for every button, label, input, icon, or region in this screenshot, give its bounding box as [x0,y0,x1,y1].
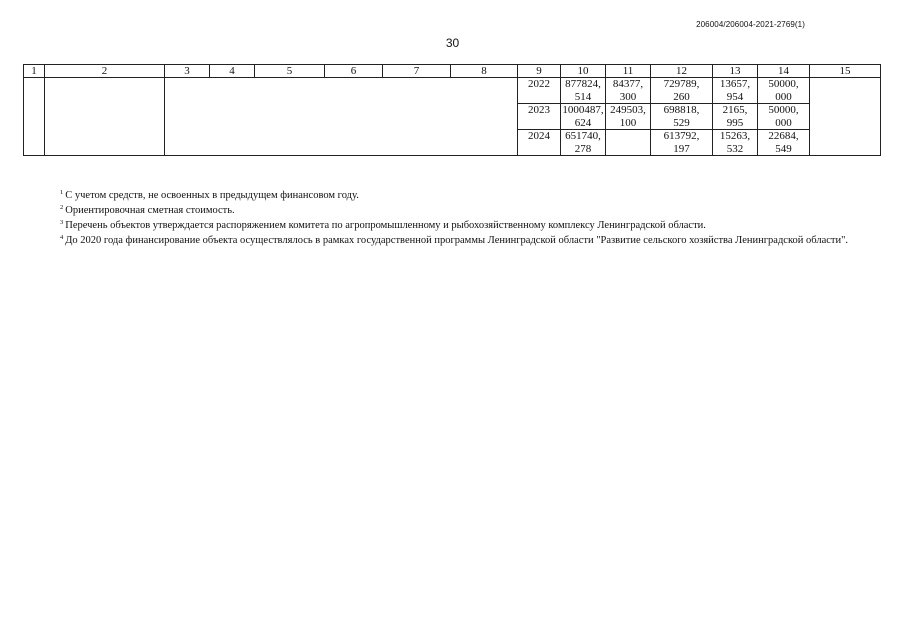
empty-cell [24,78,45,156]
table-row [24,78,881,104]
column-number: 14 [758,65,810,78]
value-cell: 698818, 529 [651,104,713,130]
table-header-row [24,65,881,78]
column-number: 8 [451,65,518,78]
empty-cell [45,78,165,156]
footnote-text: С учетом средств, не освоенных в предыдущем финансовом году. [65,190,359,201]
footnote-text: Ориентировочная сметная стоимость. [65,205,235,216]
year-cell: 2023 [518,104,561,130]
document-id: 206004/206004-2021-2769(1) [696,20,805,29]
footnote-text: До 2020 года финансирование объекта осуществлялось в рамках государственной программы Ленинградской области "Развитие сельского хозяйства Ленинградской области". [65,235,849,246]
value-cell: 15263, 532 [713,130,758,156]
value-cell: 22684, 549 [758,130,810,156]
footnote-mark: 1 [60,189,64,196]
footnotes [23,188,870,248]
value-cell: 13657, 954 [713,78,758,104]
value-cell: 84377, 300 [606,78,651,104]
value-cell: 50000, 000 [758,78,810,104]
value-cell: 729789, 260 [651,78,713,104]
value-cell: 50000, 000 [758,104,810,130]
column-number: 12 [651,65,713,78]
column-number: 10 [561,65,606,78]
column-number: 9 [518,65,561,78]
value-cell: 651740, 278 [561,130,606,156]
value-cell: 2165, 995 [713,104,758,130]
empty-cell [810,78,881,156]
footnote-mark: 3 [60,219,64,226]
footnote [23,188,870,203]
year-cell: 2024 [518,130,561,156]
value-cell: 877824, 514 [561,78,606,104]
empty-cell [165,78,518,156]
budget-table [23,64,881,156]
year-cell: 2022 [518,78,561,104]
column-number: 6 [325,65,383,78]
column-number: 2 [45,65,165,78]
value-cell [606,130,651,156]
page-number: 30 [445,36,460,50]
footnote [23,203,870,218]
footnote [23,233,870,248]
value-cell: 1000487, 624 [562,104,604,129]
value-cell: 613792, 197 [651,130,713,156]
column-number: 3 [165,65,210,78]
column-number: 1 [24,65,45,78]
column-number: 5 [255,65,325,78]
column-number: 7 [383,65,451,78]
value-cell: 249503, 100 [606,104,651,130]
footnote [23,218,870,233]
footnote-mark: 4 [60,234,64,241]
footnote-mark: 2 [60,204,64,211]
column-number: 13 [713,65,758,78]
footnote-text: Перечень объектов утверждается распоряжением комитета по агропромышленному и рыбохозяйственному комплексу Ленинградской области. [65,220,706,231]
column-number: 15 [810,65,881,78]
column-number: 4 [210,65,255,78]
column-number: 11 [606,65,651,78]
